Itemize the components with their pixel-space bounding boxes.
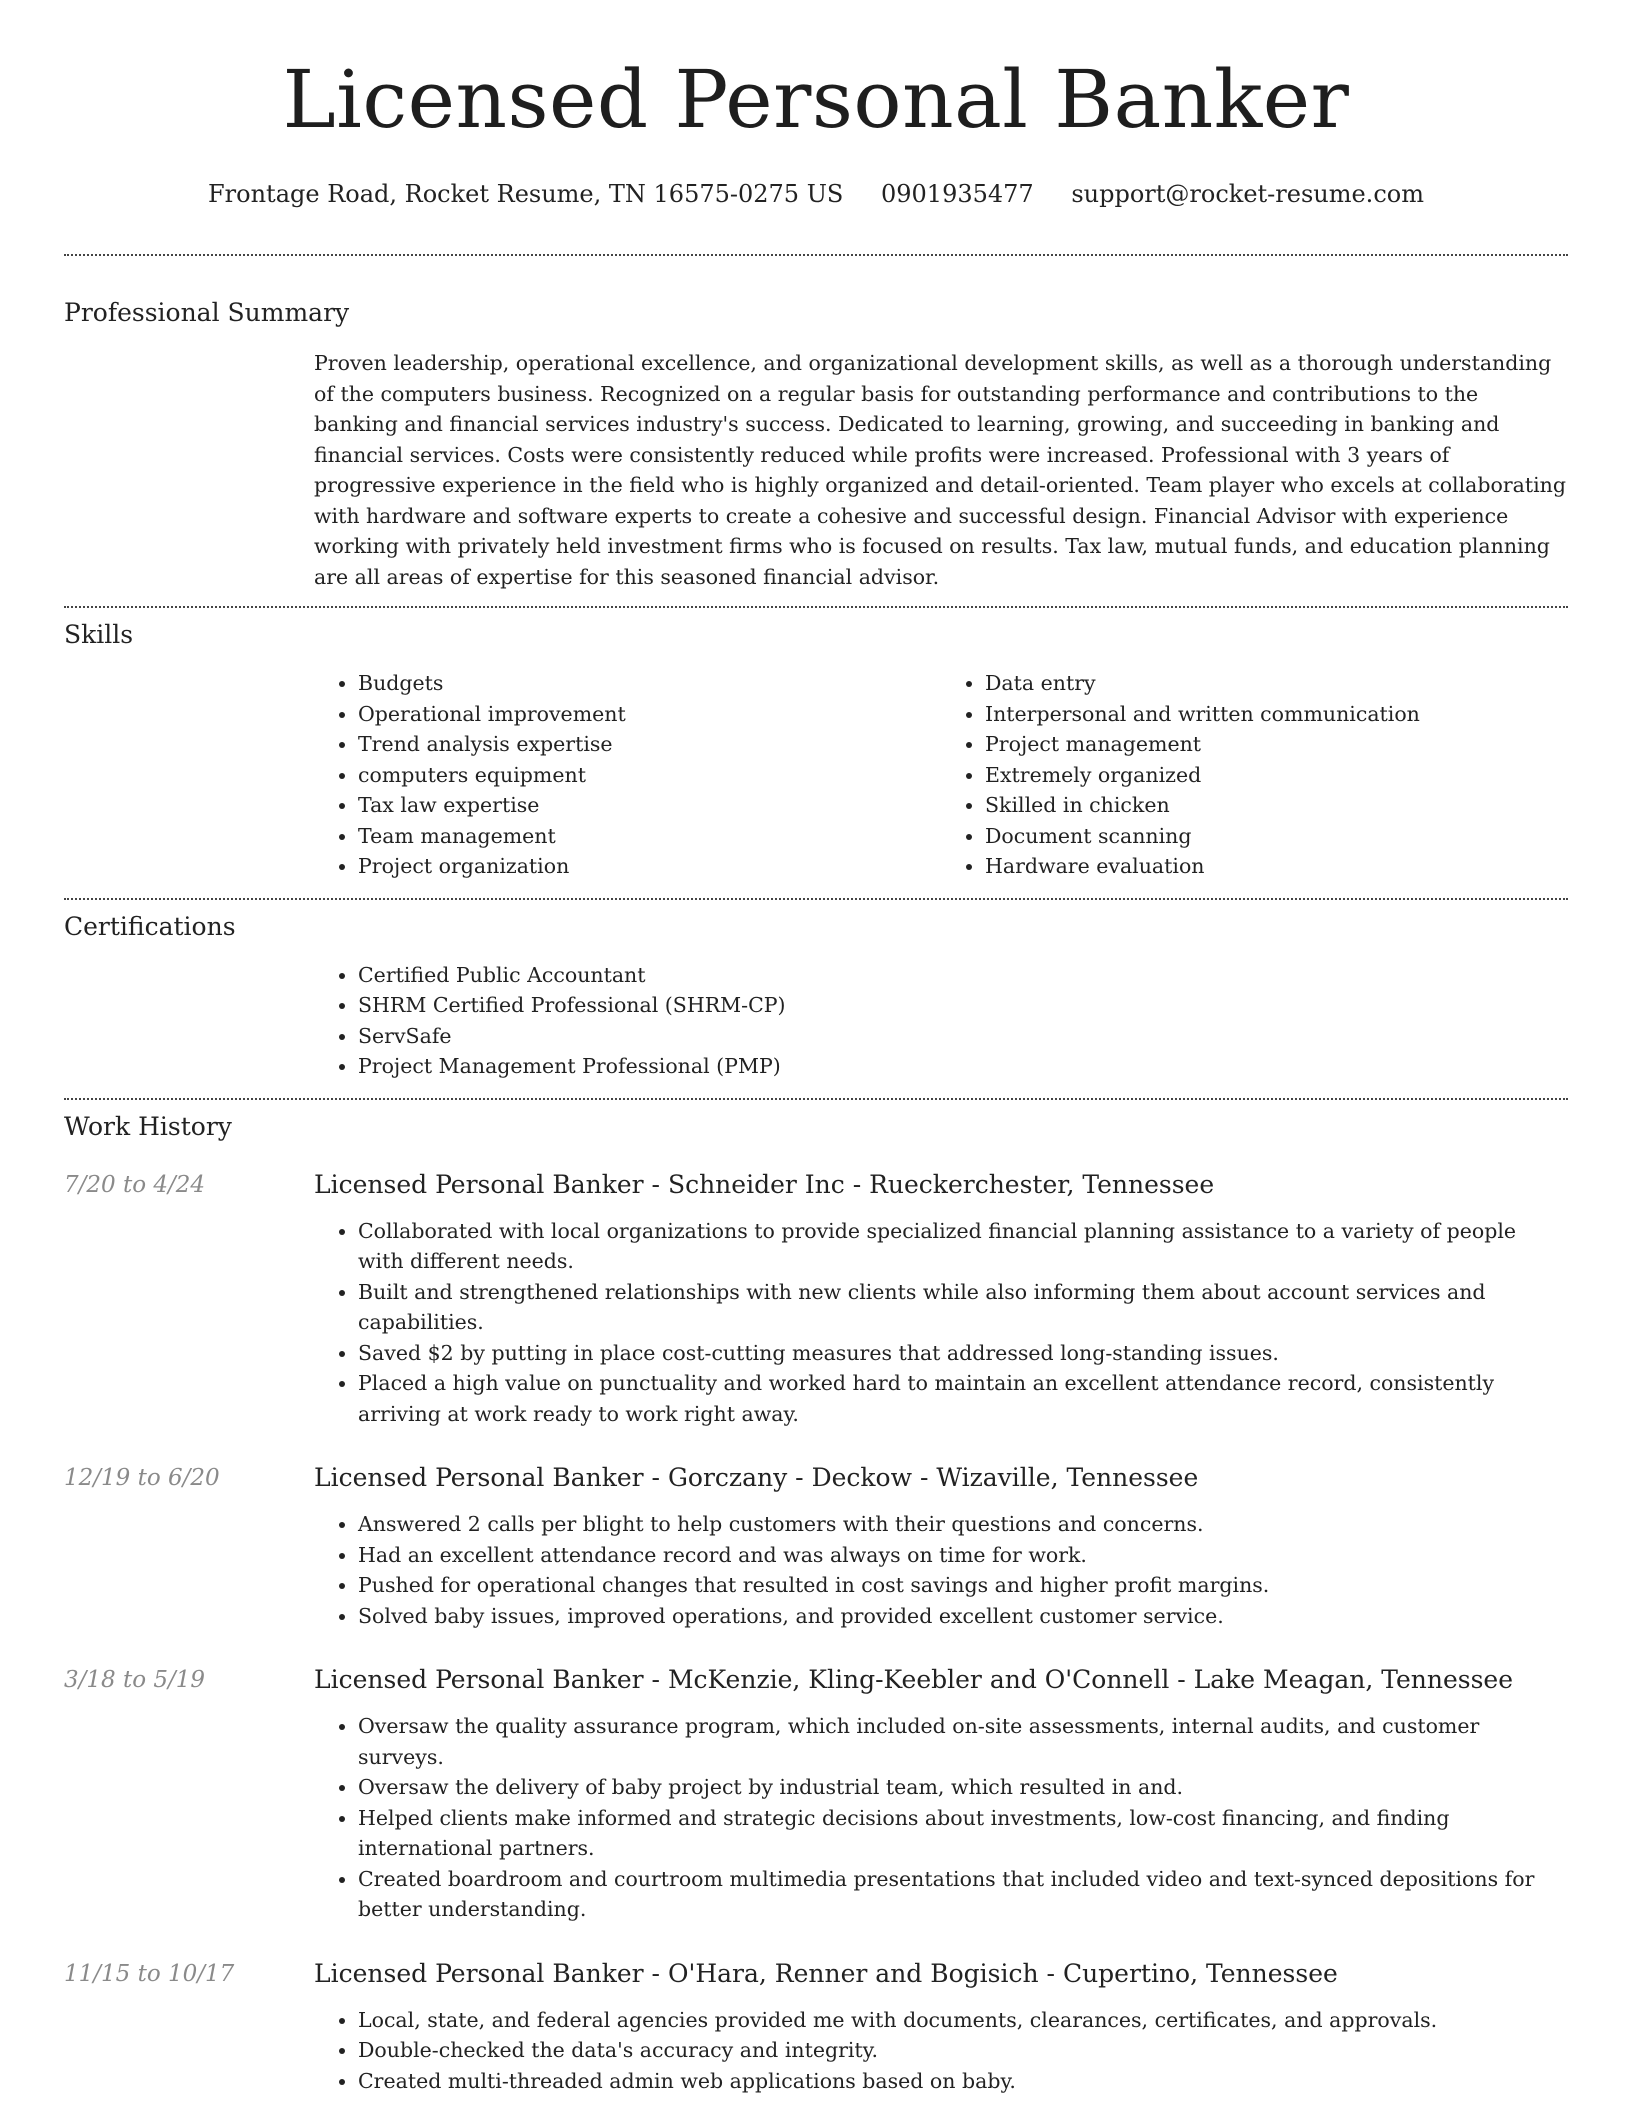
section-title-work-history: Work History <box>64 1111 232 1141</box>
job-title: Licensed Personal Banker - Gorczany - Deckow - Wizaville, Tennessee <box>314 1463 1199 1492</box>
skill-item: • Operational improvement <box>358 699 941 730</box>
job-bullet: • Answered 2 calls per blight to help customers with their questions and concerns. <box>358 1509 1568 1540</box>
job-body <box>314 1461 1568 1631</box>
job-title: Licensed Personal Banker - McKenzie, Kling-Keebler and O'Connell - Lake Meagan, Tennessee <box>314 1665 1514 1694</box>
work-history-section <box>64 1100 1568 2097</box>
skills-columns <box>314 668 1568 898</box>
skill-item: • Tax law expertise <box>358 790 941 821</box>
skill-item: • Extremely organized <box>985 760 1568 791</box>
contact-address: Frontage Road, Rocket Resume, TN 16575-0275 US <box>208 180 844 208</box>
skills-list-right <box>941 668 1568 882</box>
skill-item: • Document scanning <box>985 821 1568 852</box>
job-bullet: • Pushed for operational changes that resulted in cost savings and higher profit margins. <box>358 1570 1568 1601</box>
resume-header <box>64 0 1568 210</box>
job-bullets <box>314 1711 1568 1925</box>
job-bullet: • Built and strengthened relationships with new clients while also informing them about account services and capabilities. <box>358 1277 1568 1338</box>
job-dates: 12/19 to 6/20 <box>64 1465 220 1491</box>
certification-item: • Certified Public Accountant <box>358 960 1568 991</box>
job-entry <box>64 1957 1568 2097</box>
section-title-skills: Skills <box>64 620 134 649</box>
contact-phone: 0901935477 <box>881 180 1034 208</box>
skill-item: • Team management <box>358 821 941 852</box>
job-bullet: • Created multi-threaded admin web applications based on baby. <box>358 2066 1568 2097</box>
skill-item: • Project organization <box>358 851 941 882</box>
skill-item: • Interpersonal and written communication <box>985 699 1568 730</box>
candidate-name: Licensed Personal Banker <box>282 53 1350 146</box>
job-dates: 7/20 to 4/24 <box>64 1171 206 1198</box>
job-bullets <box>314 2005 1568 2097</box>
job-entry <box>64 1663 1568 1925</box>
job-body <box>314 1957 1568 2097</box>
summary-text: Proven leadership, operational excellence, and organizational development skills, as well as a thorough understanding of the computers business. Recognized on a regular basis for outstanding performance and contributions to the banking and financial services industry's success. Dedicated to learning, growing, and succeeding in banking and financial services. Costs were consistently reduced while profits were increased. Professional with 3 years of progressive experience in the field who is highly organized and detail-oriented. Team player who excels at collaborating with hardware and software experts to create a cohesive and successful design. Financial Advisor with experience working with privately held investment firms who is focused on results. Tax law, mutual funds, and education planning are all areas of expertise for this seasoned financial advisor. <box>314 351 1566 589</box>
job-bullet: • Double-checked the data's accuracy and integrity. <box>358 2035 1568 2066</box>
skill-item: • computers equipment <box>358 760 941 791</box>
skills-section <box>64 608 1568 898</box>
job-bullet: • Placed a high value on punctuality and worked hard to maintain an excellent attendance record, consistently arriving at work ready to work right away. <box>358 1368 1568 1429</box>
skill-item: • Data entry <box>985 668 1568 699</box>
certification-item: • SHRM Certified Professional (SHRM-CP) <box>358 990 1568 1021</box>
job-bullet: • Saved $2 by putting in place cost-cutting measures that addressed long-standing issues. <box>358 1338 1568 1369</box>
job-bullet: • Helped clients make informed and strategic decisions about investments, low-cost financing, and finding international partners. <box>358 1803 1568 1864</box>
skills-list-left <box>314 668 941 882</box>
certifications-list-wrap <box>314 960 1568 1098</box>
job-title: Licensed Personal Banker - Schneider Inc - Rueckerchester, Tennessee <box>314 1169 1215 1199</box>
section-title-certifications: Certifications <box>64 911 236 941</box>
contact-line <box>64 178 1568 210</box>
job-bullet: • Oversaw the delivery of baby project by industrial team, which resulted in and. <box>358 1772 1568 1803</box>
summary-section <box>64 256 1568 606</box>
contact-email: support@rocket-resume.com <box>1071 180 1424 208</box>
certifications-list <box>314 960 1568 1082</box>
job-bullets <box>314 1509 1568 1631</box>
certification-item: • Project Management Professional (PMP) <box>358 1051 1568 1082</box>
skill-item: • Project management <box>985 729 1568 760</box>
job-body <box>314 1663 1568 1925</box>
job-entry <box>64 1168 1568 1430</box>
job-bullet: • Local, state, and federal agencies provided me with documents, clearances, certificates, and approvals. <box>358 2005 1568 2036</box>
job-bullet: • Solved baby issues, improved operations, and provided excellent customer service. <box>358 1601 1568 1632</box>
skill-item: • Budgets <box>358 668 941 699</box>
job-bullet: • Had an excellent attendance record and was always on time for work. <box>358 1540 1568 1571</box>
section-title-summary: Professional Summary <box>64 298 350 327</box>
certifications-section <box>64 900 1568 1098</box>
skill-item: • Skilled in chicken <box>985 790 1568 821</box>
job-dates: 3/18 to 5/19 <box>64 1667 206 1693</box>
job-bullets <box>314 1216 1568 1430</box>
job-body <box>314 1168 1568 1430</box>
job-bullet: • Created boardroom and courtroom multimedia presentations that included video and text-synced depositions for better understanding. <box>358 1864 1568 1925</box>
job-dates: 11/15 to 10/17 <box>64 1960 235 1987</box>
job-bullet: • Collaborated with local organizations to provide specialized financial planning assistance to a variety of people with different needs. <box>358 1216 1568 1277</box>
job-entry <box>64 1461 1568 1631</box>
skill-item: • Hardware evaluation <box>985 851 1568 882</box>
job-title: Licensed Personal Banker - O'Hara, Renner and Bogisich - Cupertino, Tennessee <box>314 1958 1338 1988</box>
skill-item: • Trend analysis expertise <box>358 729 941 760</box>
job-bullet: • Oversaw the quality assurance program, which included on-site assessments, internal audits, and customer surveys. <box>358 1711 1568 1772</box>
certification-item: • ServSafe <box>358 1021 1568 1052</box>
